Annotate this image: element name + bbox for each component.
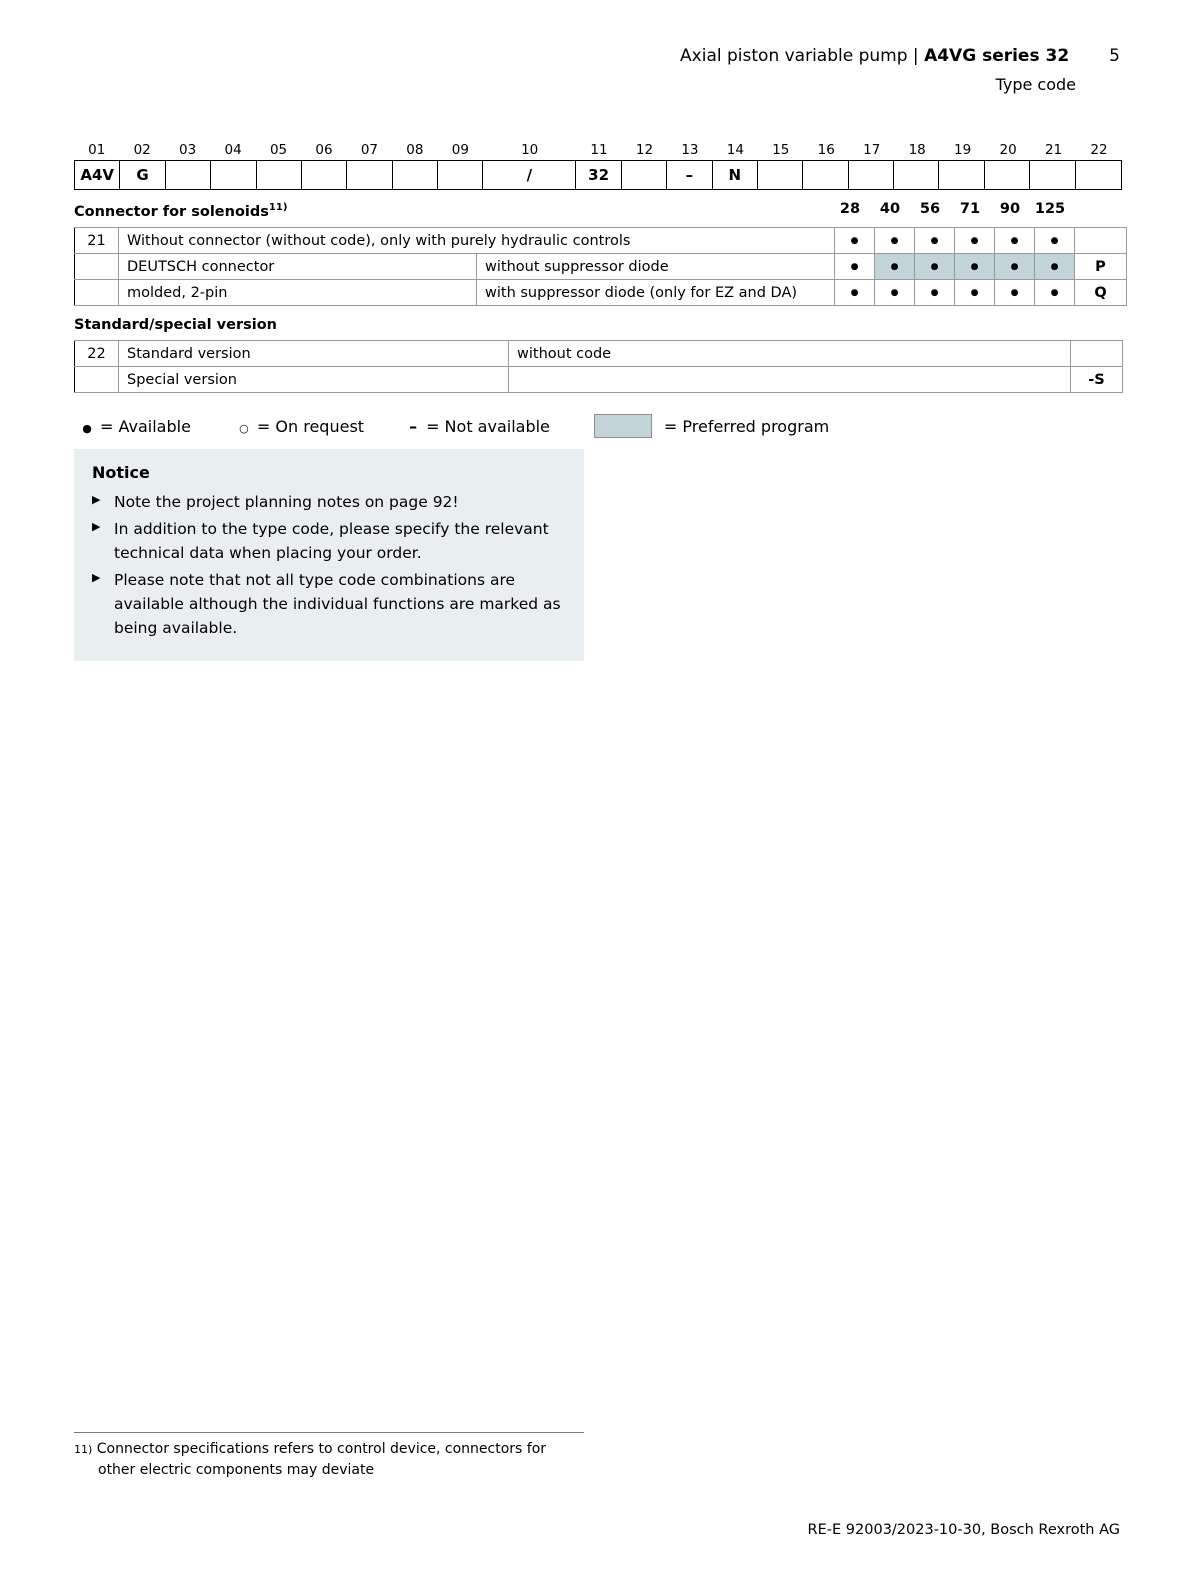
notice-item-text: Please note that not all type code combinations are available although the individual functions are marked as being available. xyxy=(114,571,561,638)
type-code-col-number: 04 xyxy=(224,142,242,158)
page-footer: RE-E 92003/2023-10-30, Bosch Rexroth AG xyxy=(807,1522,1120,1538)
legend-not-available-label: = Not available xyxy=(426,416,550,436)
notice-list xyxy=(92,490,566,640)
row-code: -S xyxy=(1071,367,1123,393)
type-code-col-number: 18 xyxy=(908,142,926,158)
type-code-col-number: 07 xyxy=(360,142,379,158)
row-sublabel: without code xyxy=(509,341,1071,367)
table-row xyxy=(75,367,1123,393)
connector-table xyxy=(74,227,1127,306)
type-code-field xyxy=(257,161,302,189)
row-sublabel xyxy=(509,367,1071,393)
type-code-field xyxy=(393,161,438,189)
type-code-col-number: 20 xyxy=(999,142,1017,158)
triangle-bullet-icon xyxy=(92,568,114,589)
size-header: 71 xyxy=(959,201,981,217)
legend-preferred-label: = Preferred program xyxy=(663,416,830,436)
notice-item-text: In addition to the type code, please specify the relevant technical data when placing your order. xyxy=(114,520,549,563)
footnote-rule xyxy=(74,1432,584,1433)
row-number xyxy=(75,280,119,306)
size-header: 28 xyxy=(839,201,861,217)
row-number xyxy=(75,367,119,393)
page-number: 5 xyxy=(1109,46,1120,66)
version-section xyxy=(74,317,1122,393)
open-circle-icon xyxy=(231,417,257,436)
availability-mark: ● xyxy=(1035,254,1075,280)
type-code-col-number: 17 xyxy=(863,142,881,158)
preferred-swatch-icon xyxy=(594,414,652,438)
footnote-line-2: other electric components may deviate xyxy=(98,1462,375,1478)
type-code-col-number: 16 xyxy=(817,142,835,158)
notice-box xyxy=(74,449,584,661)
table-row xyxy=(75,254,1127,280)
connector-section-title xyxy=(74,204,287,220)
type-code-col-number: 06 xyxy=(315,142,333,158)
availability-mark: ● xyxy=(995,254,1035,280)
footnote-text-1: Connector specifications refers to control device, connectors for xyxy=(96,1441,547,1457)
header-title-plain: Axial piston variable pump | xyxy=(680,46,925,66)
row-sublabel: with suppressor diode (only for EZ and DA) xyxy=(477,280,835,306)
type-code-col-number: 15 xyxy=(772,142,790,158)
type-code-col-number: 13 xyxy=(681,142,699,158)
type-code-col-number: 21 xyxy=(1044,142,1063,158)
availability-mark: ● xyxy=(995,228,1035,254)
type-code-field xyxy=(347,161,392,189)
row-label: DEUTSCH connector xyxy=(119,254,477,280)
availability-mark: ● xyxy=(915,254,955,280)
type-code-field: G xyxy=(120,161,165,189)
availability-mark: ● xyxy=(955,280,995,306)
size-header: 40 xyxy=(879,201,901,217)
type-code-field xyxy=(438,161,483,189)
header-subtitle: Type code xyxy=(995,74,1076,94)
row-label: molded, 2-pin xyxy=(119,280,477,306)
legend-available xyxy=(74,417,191,436)
type-code-field xyxy=(758,161,803,189)
availability-mark: ● xyxy=(875,228,915,254)
legend-preferred xyxy=(594,414,829,438)
availability-mark: ● xyxy=(995,280,1035,306)
type-code-field xyxy=(803,161,848,189)
availability-mark: ● xyxy=(955,228,995,254)
row-number xyxy=(75,254,119,280)
type-code-col-number: 05 xyxy=(269,142,288,158)
table-row xyxy=(75,341,1123,367)
legend-not-available xyxy=(400,417,550,436)
availability-mark: ● xyxy=(1035,228,1075,254)
availability-mark: ● xyxy=(835,228,875,254)
notice-item-text: Note the project planning notes on page 92! xyxy=(114,493,459,511)
availability-mark: ● xyxy=(915,280,955,306)
availability-mark: ● xyxy=(835,280,875,306)
size-header: 90 xyxy=(999,201,1021,217)
type-code-field xyxy=(894,161,939,189)
type-code-col-number: 12 xyxy=(635,142,654,158)
type-code-field xyxy=(622,161,667,189)
type-code-col-number: 19 xyxy=(954,142,972,158)
type-code-col-number: 11 xyxy=(590,142,608,158)
type-code-field: N xyxy=(713,161,758,189)
header-title xyxy=(680,44,1069,69)
type-code-col-number: 22 xyxy=(1090,142,1108,158)
row-number: 21 xyxy=(75,228,119,254)
row-number: 22 xyxy=(75,341,119,367)
row-sublabel: without suppressor diode xyxy=(477,254,835,280)
code-header-spacer xyxy=(1070,201,1122,217)
legend-available-label: = Available xyxy=(100,416,191,436)
footnote-number: 11) xyxy=(74,1443,93,1456)
dash-icon xyxy=(400,417,426,436)
type-code-col-number: 02 xyxy=(133,142,151,158)
triangle-bullet-icon xyxy=(92,490,114,511)
type-code-field: – xyxy=(667,161,712,189)
type-code-field xyxy=(302,161,347,189)
version-table xyxy=(74,340,1123,393)
type-code-col-number: 10 xyxy=(521,142,539,158)
size-header: 125 xyxy=(1034,201,1066,217)
notice-item xyxy=(92,490,566,514)
size-headers xyxy=(830,201,1122,217)
type-code-column-numbers xyxy=(74,140,1122,158)
type-code-field xyxy=(1076,161,1121,189)
connector-section-title-text: Connector for solenoids xyxy=(74,204,269,220)
type-code-field: / xyxy=(483,161,576,189)
type-code-col-number: 03 xyxy=(179,142,197,158)
size-header: 56 xyxy=(919,201,941,217)
type-code-field: 32 xyxy=(576,161,621,189)
connector-section xyxy=(74,201,1122,306)
type-code-col-number: 08 xyxy=(406,142,424,158)
availability-mark: ● xyxy=(955,254,995,280)
type-code-field xyxy=(939,161,984,189)
row-code xyxy=(1075,228,1127,254)
type-code-col-number: 14 xyxy=(726,142,744,158)
type-code-field xyxy=(985,161,1030,189)
row-label: Without connector (without code), only with purely hydraulic controls xyxy=(119,228,835,254)
notice-item xyxy=(92,517,566,565)
notice-title: Notice xyxy=(92,463,150,482)
availability-mark: ● xyxy=(915,228,955,254)
type-code-field: A4V xyxy=(75,161,120,189)
availability-mark: ● xyxy=(875,280,915,306)
type-code-col-number: 01 xyxy=(88,142,106,158)
table-row xyxy=(75,280,1127,306)
footnote xyxy=(74,1432,594,1481)
type-code-field xyxy=(166,161,211,189)
availability-mark: ● xyxy=(875,254,915,280)
type-code-field xyxy=(849,161,894,189)
filled-dot-icon xyxy=(74,417,100,436)
legend-on-request-label: = On request xyxy=(256,416,365,436)
header-title-bold: A4VG series 32 xyxy=(924,46,1070,66)
page-header xyxy=(680,44,1120,96)
legend-on-request xyxy=(231,417,364,436)
type-code-value-boxes xyxy=(74,160,1122,190)
row-label: Special version xyxy=(119,367,509,393)
row-code: P xyxy=(1075,254,1127,280)
type-code-field xyxy=(1030,161,1075,189)
type-code-col-number: 09 xyxy=(451,142,469,158)
row-code: Q xyxy=(1075,280,1127,306)
legend xyxy=(74,414,829,438)
connector-section-title-sup: 11) xyxy=(268,202,288,214)
notice-item xyxy=(92,568,566,640)
row-label: Standard version xyxy=(119,341,509,367)
availability-mark: ● xyxy=(1035,280,1075,306)
type-code-field xyxy=(211,161,256,189)
version-section-title: Standard/special version xyxy=(74,317,278,333)
availability-mark: ● xyxy=(835,254,875,280)
footnote-line-1 xyxy=(74,1439,594,1460)
type-code-table xyxy=(74,140,1122,190)
row-code xyxy=(1071,341,1123,367)
table-row xyxy=(75,228,1127,254)
triangle-bullet-icon xyxy=(92,517,114,538)
